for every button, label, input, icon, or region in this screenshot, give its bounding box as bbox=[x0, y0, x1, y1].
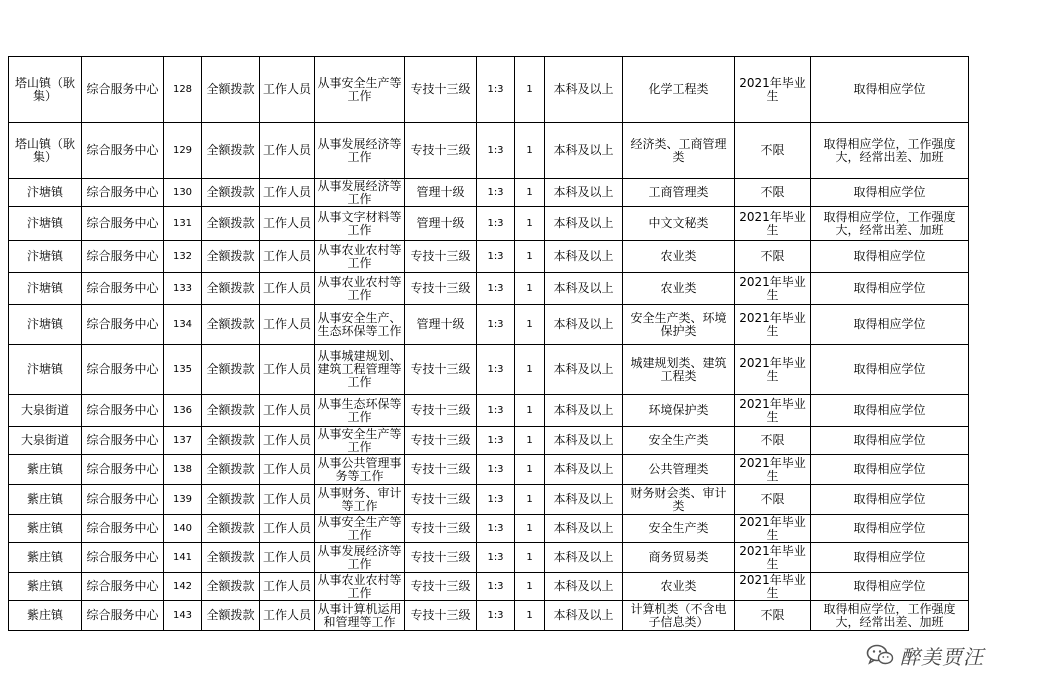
cell-unit: 综合服务中心 bbox=[82, 273, 164, 305]
cell-graduate: 2021年毕业生 bbox=[735, 543, 811, 573]
cell-funding: 全额拨款 bbox=[202, 485, 260, 515]
cell-education: 本科及以上 bbox=[545, 241, 623, 273]
cell-grade: 专技十三级 bbox=[405, 455, 477, 485]
cell-duty: 从事文字材料等工作 bbox=[315, 207, 405, 241]
cell-graduate: 2021年毕业生 bbox=[735, 455, 811, 485]
cell-graduate: 不限 bbox=[735, 427, 811, 455]
cell-duty: 从事生态环保等工作 bbox=[315, 395, 405, 427]
cell-grade: 专技十三级 bbox=[405, 427, 477, 455]
cell-post-code: 134 bbox=[164, 305, 202, 345]
cell-funding: 全额拨款 bbox=[202, 515, 260, 543]
cell-ratio: 1:3 bbox=[477, 241, 515, 273]
cell-other: 取得相应学位 bbox=[811, 273, 969, 305]
cell-education: 本科及以上 bbox=[545, 305, 623, 345]
cell-post-code: 129 bbox=[164, 123, 202, 179]
cell-other: 取得相应学位，工作强度大，经常出差、加班 bbox=[811, 123, 969, 179]
cell-town: 塔山镇（耿集） bbox=[9, 123, 82, 179]
cell-education: 本科及以上 bbox=[545, 207, 623, 241]
table-row bbox=[9, 241, 969, 273]
cell-education: 本科及以上 bbox=[545, 179, 623, 207]
cell-education: 本科及以上 bbox=[545, 543, 623, 573]
cell-town: 紫庄镇 bbox=[9, 515, 82, 543]
cell-grade: 管理十级 bbox=[405, 305, 477, 345]
cell-town: 汴塘镇 bbox=[9, 305, 82, 345]
cell-count: 1 bbox=[515, 573, 545, 601]
cell-duty: 从事农业农村等工作 bbox=[315, 241, 405, 273]
cell-funding: 全额拨款 bbox=[202, 601, 260, 631]
cell-duty: 从事安全生产等工作 bbox=[315, 515, 405, 543]
cell-town: 汴塘镇 bbox=[9, 179, 82, 207]
table-row bbox=[9, 273, 969, 305]
cell-post-type: 工作人员 bbox=[260, 273, 315, 305]
cell-major: 城建规划类、建筑工程类 bbox=[623, 345, 735, 395]
cell-grade: 专技十三级 bbox=[405, 543, 477, 573]
cell-other: 取得相应学位 bbox=[811, 305, 969, 345]
cell-count: 1 bbox=[515, 395, 545, 427]
cell-unit: 综合服务中心 bbox=[82, 57, 164, 123]
cell-ratio: 1:3 bbox=[477, 207, 515, 241]
cell-duty: 从事城建规划、建筑工程管理等工作 bbox=[315, 345, 405, 395]
cell-other: 取得相应学位 bbox=[811, 485, 969, 515]
cell-major: 安全生产类、环境保护类 bbox=[623, 305, 735, 345]
cell-other: 取得相应学位 bbox=[811, 515, 969, 543]
cell-graduate: 2021年毕业生 bbox=[735, 57, 811, 123]
cell-major: 安全生产类 bbox=[623, 427, 735, 455]
table-row bbox=[9, 427, 969, 455]
cell-major: 环境保护类 bbox=[623, 395, 735, 427]
cell-post-code: 133 bbox=[164, 273, 202, 305]
cell-ratio: 1:3 bbox=[477, 57, 515, 123]
cell-other: 取得相应学位 bbox=[811, 345, 969, 395]
cell-unit: 综合服务中心 bbox=[82, 395, 164, 427]
table-row bbox=[9, 573, 969, 601]
table-row bbox=[9, 601, 969, 631]
cell-major: 农业类 bbox=[623, 573, 735, 601]
cell-grade: 专技十三级 bbox=[405, 345, 477, 395]
cell-unit: 综合服务中心 bbox=[82, 207, 164, 241]
cell-duty: 从事农业农村等工作 bbox=[315, 273, 405, 305]
cell-other: 取得相应学位 bbox=[811, 179, 969, 207]
cell-grade: 专技十三级 bbox=[405, 57, 477, 123]
cell-post-type: 工作人员 bbox=[260, 395, 315, 427]
cell-town: 紫庄镇 bbox=[9, 601, 82, 631]
cell-grade: 专技十三级 bbox=[405, 123, 477, 179]
cell-count: 1 bbox=[515, 273, 545, 305]
cell-other: 取得相应学位 bbox=[811, 573, 969, 601]
cell-education: 本科及以上 bbox=[545, 273, 623, 305]
cell-funding: 全额拨款 bbox=[202, 57, 260, 123]
cell-town: 大泉街道 bbox=[9, 395, 82, 427]
cell-post-code: 138 bbox=[164, 455, 202, 485]
cell-count: 1 bbox=[515, 123, 545, 179]
table-row bbox=[9, 485, 969, 515]
cell-count: 1 bbox=[515, 601, 545, 631]
cell-major: 财务财会类、审计类 bbox=[623, 485, 735, 515]
table-row bbox=[9, 455, 969, 485]
cell-post-code: 131 bbox=[164, 207, 202, 241]
cell-town: 紫庄镇 bbox=[9, 455, 82, 485]
table-row bbox=[9, 305, 969, 345]
cell-funding: 全额拨款 bbox=[202, 241, 260, 273]
cell-post-type: 工作人员 bbox=[260, 515, 315, 543]
cell-grade: 专技十三级 bbox=[405, 241, 477, 273]
cell-post-type: 工作人员 bbox=[260, 241, 315, 273]
cell-unit: 综合服务中心 bbox=[82, 305, 164, 345]
cell-graduate: 2021年毕业生 bbox=[735, 305, 811, 345]
table-row bbox=[9, 543, 969, 573]
cell-funding: 全额拨款 bbox=[202, 305, 260, 345]
cell-count: 1 bbox=[515, 57, 545, 123]
cell-ratio: 1:3 bbox=[477, 485, 515, 515]
cell-unit: 综合服务中心 bbox=[82, 123, 164, 179]
table-row bbox=[9, 395, 969, 427]
cell-other: 取得相应学位，工作强度大，经常出差、加班 bbox=[811, 207, 969, 241]
cell-funding: 全额拨款 bbox=[202, 179, 260, 207]
cell-count: 1 bbox=[515, 345, 545, 395]
cell-major: 计算机类（不含电子信息类） bbox=[623, 601, 735, 631]
table-row bbox=[9, 345, 969, 395]
cell-duty: 从事农业农村等工作 bbox=[315, 573, 405, 601]
cell-count: 1 bbox=[515, 241, 545, 273]
cell-grade: 管理十级 bbox=[405, 207, 477, 241]
cell-grade: 专技十三级 bbox=[405, 573, 477, 601]
cell-town: 紫庄镇 bbox=[9, 485, 82, 515]
cell-education: 本科及以上 bbox=[545, 573, 623, 601]
cell-post-code: 130 bbox=[164, 179, 202, 207]
cell-education: 本科及以上 bbox=[545, 515, 623, 543]
cell-post-type: 工作人员 bbox=[260, 207, 315, 241]
cell-grade: 专技十三级 bbox=[405, 485, 477, 515]
cell-duty: 从事安全生产等工作 bbox=[315, 57, 405, 123]
cell-unit: 综合服务中心 bbox=[82, 455, 164, 485]
cell-graduate: 不限 bbox=[735, 241, 811, 273]
cell-post-code: 142 bbox=[164, 573, 202, 601]
cell-ratio: 1:3 bbox=[477, 345, 515, 395]
cell-town: 汴塘镇 bbox=[9, 273, 82, 305]
cell-town: 大泉街道 bbox=[9, 427, 82, 455]
table-row bbox=[9, 515, 969, 543]
cell-graduate: 2021年毕业生 bbox=[735, 345, 811, 395]
cell-unit: 综合服务中心 bbox=[82, 179, 164, 207]
cell-graduate: 2021年毕业生 bbox=[735, 573, 811, 601]
cell-ratio: 1:3 bbox=[477, 395, 515, 427]
cell-other: 取得相应学位 bbox=[811, 455, 969, 485]
cell-major: 化学工程类 bbox=[623, 57, 735, 123]
cell-count: 1 bbox=[515, 543, 545, 573]
cell-post-code: 136 bbox=[164, 395, 202, 427]
cell-education: 本科及以上 bbox=[545, 427, 623, 455]
cell-unit: 综合服务中心 bbox=[82, 485, 164, 515]
cell-other: 取得相应学位，工作强度大，经常出差、加班 bbox=[811, 601, 969, 631]
cell-ratio: 1:3 bbox=[477, 515, 515, 543]
cell-other: 取得相应学位 bbox=[811, 427, 969, 455]
cell-other: 取得相应学位 bbox=[811, 395, 969, 427]
cell-post-code: 135 bbox=[164, 345, 202, 395]
cell-unit: 综合服务中心 bbox=[82, 241, 164, 273]
cell-funding: 全额拨款 bbox=[202, 123, 260, 179]
cell-graduate: 不限 bbox=[735, 123, 811, 179]
cell-post-type: 工作人员 bbox=[260, 123, 315, 179]
cell-funding: 全额拨款 bbox=[202, 427, 260, 455]
cell-major: 农业类 bbox=[623, 273, 735, 305]
table-row bbox=[9, 57, 969, 123]
cell-grade: 专技十三级 bbox=[405, 273, 477, 305]
cell-education: 本科及以上 bbox=[545, 485, 623, 515]
cell-count: 1 bbox=[515, 455, 545, 485]
cell-funding: 全额拨款 bbox=[202, 273, 260, 305]
cell-graduate: 2021年毕业生 bbox=[735, 207, 811, 241]
cell-other: 取得相应学位 bbox=[811, 543, 969, 573]
cell-ratio: 1:3 bbox=[477, 123, 515, 179]
table-row bbox=[9, 179, 969, 207]
cell-duty: 从事计算机运用和管理等工作 bbox=[315, 601, 405, 631]
table-row bbox=[9, 207, 969, 241]
cell-count: 1 bbox=[515, 207, 545, 241]
cell-ratio: 1:3 bbox=[477, 543, 515, 573]
cell-count: 1 bbox=[515, 305, 545, 345]
cell-ratio: 1:3 bbox=[477, 601, 515, 631]
cell-duty: 从事公共管理事务等工作 bbox=[315, 455, 405, 485]
cell-town: 塔山镇（耿集） bbox=[9, 57, 82, 123]
cell-other: 取得相应学位 bbox=[811, 57, 969, 123]
cell-post-type: 工作人员 bbox=[260, 543, 315, 573]
cell-duty: 从事安全生产、生态环保等工作 bbox=[315, 305, 405, 345]
cell-ratio: 1:3 bbox=[477, 455, 515, 485]
cell-duty: 从事安全生产等工作 bbox=[315, 427, 405, 455]
cell-post-type: 工作人员 bbox=[260, 573, 315, 601]
cell-ratio: 1:3 bbox=[477, 273, 515, 305]
cell-education: 本科及以上 bbox=[545, 123, 623, 179]
cell-post-code: 132 bbox=[164, 241, 202, 273]
cell-graduate: 不限 bbox=[735, 601, 811, 631]
cell-graduate: 2021年毕业生 bbox=[735, 395, 811, 427]
cell-post-type: 工作人员 bbox=[260, 57, 315, 123]
cell-major: 经济类、工商管理类 bbox=[623, 123, 735, 179]
cell-funding: 全额拨款 bbox=[202, 543, 260, 573]
cell-town: 汴塘镇 bbox=[9, 345, 82, 395]
cell-unit: 综合服务中心 bbox=[82, 573, 164, 601]
table-body bbox=[9, 57, 969, 631]
cell-major: 公共管理类 bbox=[623, 455, 735, 485]
cell-major: 安全生产类 bbox=[623, 515, 735, 543]
cell-education: 本科及以上 bbox=[545, 395, 623, 427]
cell-education: 本科及以上 bbox=[545, 57, 623, 123]
cell-grade: 专技十三级 bbox=[405, 601, 477, 631]
watermark bbox=[866, 640, 984, 670]
cell-count: 1 bbox=[515, 179, 545, 207]
cell-major: 工商管理类 bbox=[623, 179, 735, 207]
cell-post-type: 工作人员 bbox=[260, 179, 315, 207]
recruitment-table bbox=[8, 56, 969, 631]
cell-town: 汴塘镇 bbox=[9, 241, 82, 273]
cell-duty: 从事发展经济等工作 bbox=[315, 543, 405, 573]
cell-post-type: 工作人员 bbox=[260, 305, 315, 345]
cell-town: 紫庄镇 bbox=[9, 543, 82, 573]
cell-major: 农业类 bbox=[623, 241, 735, 273]
cell-ratio: 1:3 bbox=[477, 427, 515, 455]
cell-unit: 综合服务中心 bbox=[82, 601, 164, 631]
cell-post-type: 工作人员 bbox=[260, 601, 315, 631]
cell-count: 1 bbox=[515, 515, 545, 543]
cell-graduate: 不限 bbox=[735, 485, 811, 515]
cell-unit: 综合服务中心 bbox=[82, 345, 164, 395]
cell-education: 本科及以上 bbox=[545, 601, 623, 631]
cell-unit: 综合服务中心 bbox=[82, 543, 164, 573]
wechat-icon bbox=[866, 644, 894, 666]
cell-duty: 从事发展经济等工作 bbox=[315, 123, 405, 179]
cell-funding: 全额拨款 bbox=[202, 345, 260, 395]
cell-unit: 综合服务中心 bbox=[82, 427, 164, 455]
cell-ratio: 1:3 bbox=[477, 573, 515, 601]
cell-funding: 全额拨款 bbox=[202, 395, 260, 427]
cell-post-type: 工作人员 bbox=[260, 345, 315, 395]
cell-grade: 管理十级 bbox=[405, 179, 477, 207]
cell-grade: 专技十三级 bbox=[405, 395, 477, 427]
cell-post-code: 128 bbox=[164, 57, 202, 123]
cell-grade: 专技十三级 bbox=[405, 515, 477, 543]
cell-post-type: 工作人员 bbox=[260, 485, 315, 515]
cell-education: 本科及以上 bbox=[545, 455, 623, 485]
cell-unit: 综合服务中心 bbox=[82, 515, 164, 543]
cell-funding: 全额拨款 bbox=[202, 573, 260, 601]
cell-graduate: 2021年毕业生 bbox=[735, 515, 811, 543]
watermark-text: 醉美贾汪 bbox=[900, 644, 984, 669]
cell-post-type: 工作人员 bbox=[260, 455, 315, 485]
cell-ratio: 1:3 bbox=[477, 305, 515, 345]
cell-count: 1 bbox=[515, 485, 545, 515]
cell-post-type: 工作人员 bbox=[260, 427, 315, 455]
cell-funding: 全额拨款 bbox=[202, 207, 260, 241]
cell-duty: 从事发展经济等工作 bbox=[315, 179, 405, 207]
cell-duty: 从事财务、审计等工作 bbox=[315, 485, 405, 515]
cell-ratio: 1:3 bbox=[477, 179, 515, 207]
cell-town: 汴塘镇 bbox=[9, 207, 82, 241]
cell-post-code: 140 bbox=[164, 515, 202, 543]
cell-major: 商务贸易类 bbox=[623, 543, 735, 573]
table-row bbox=[9, 123, 969, 179]
cell-funding: 全额拨款 bbox=[202, 455, 260, 485]
cell-major: 中文文秘类 bbox=[623, 207, 735, 241]
cell-count: 1 bbox=[515, 427, 545, 455]
cell-post-code: 141 bbox=[164, 543, 202, 573]
cell-post-code: 137 bbox=[164, 427, 202, 455]
cell-graduate: 2021年毕业生 bbox=[735, 273, 811, 305]
cell-town: 紫庄镇 bbox=[9, 573, 82, 601]
cell-post-code: 139 bbox=[164, 485, 202, 515]
cell-other: 取得相应学位 bbox=[811, 241, 969, 273]
cell-graduate: 不限 bbox=[735, 179, 811, 207]
cell-education: 本科及以上 bbox=[545, 345, 623, 395]
cell-post-code: 143 bbox=[164, 601, 202, 631]
